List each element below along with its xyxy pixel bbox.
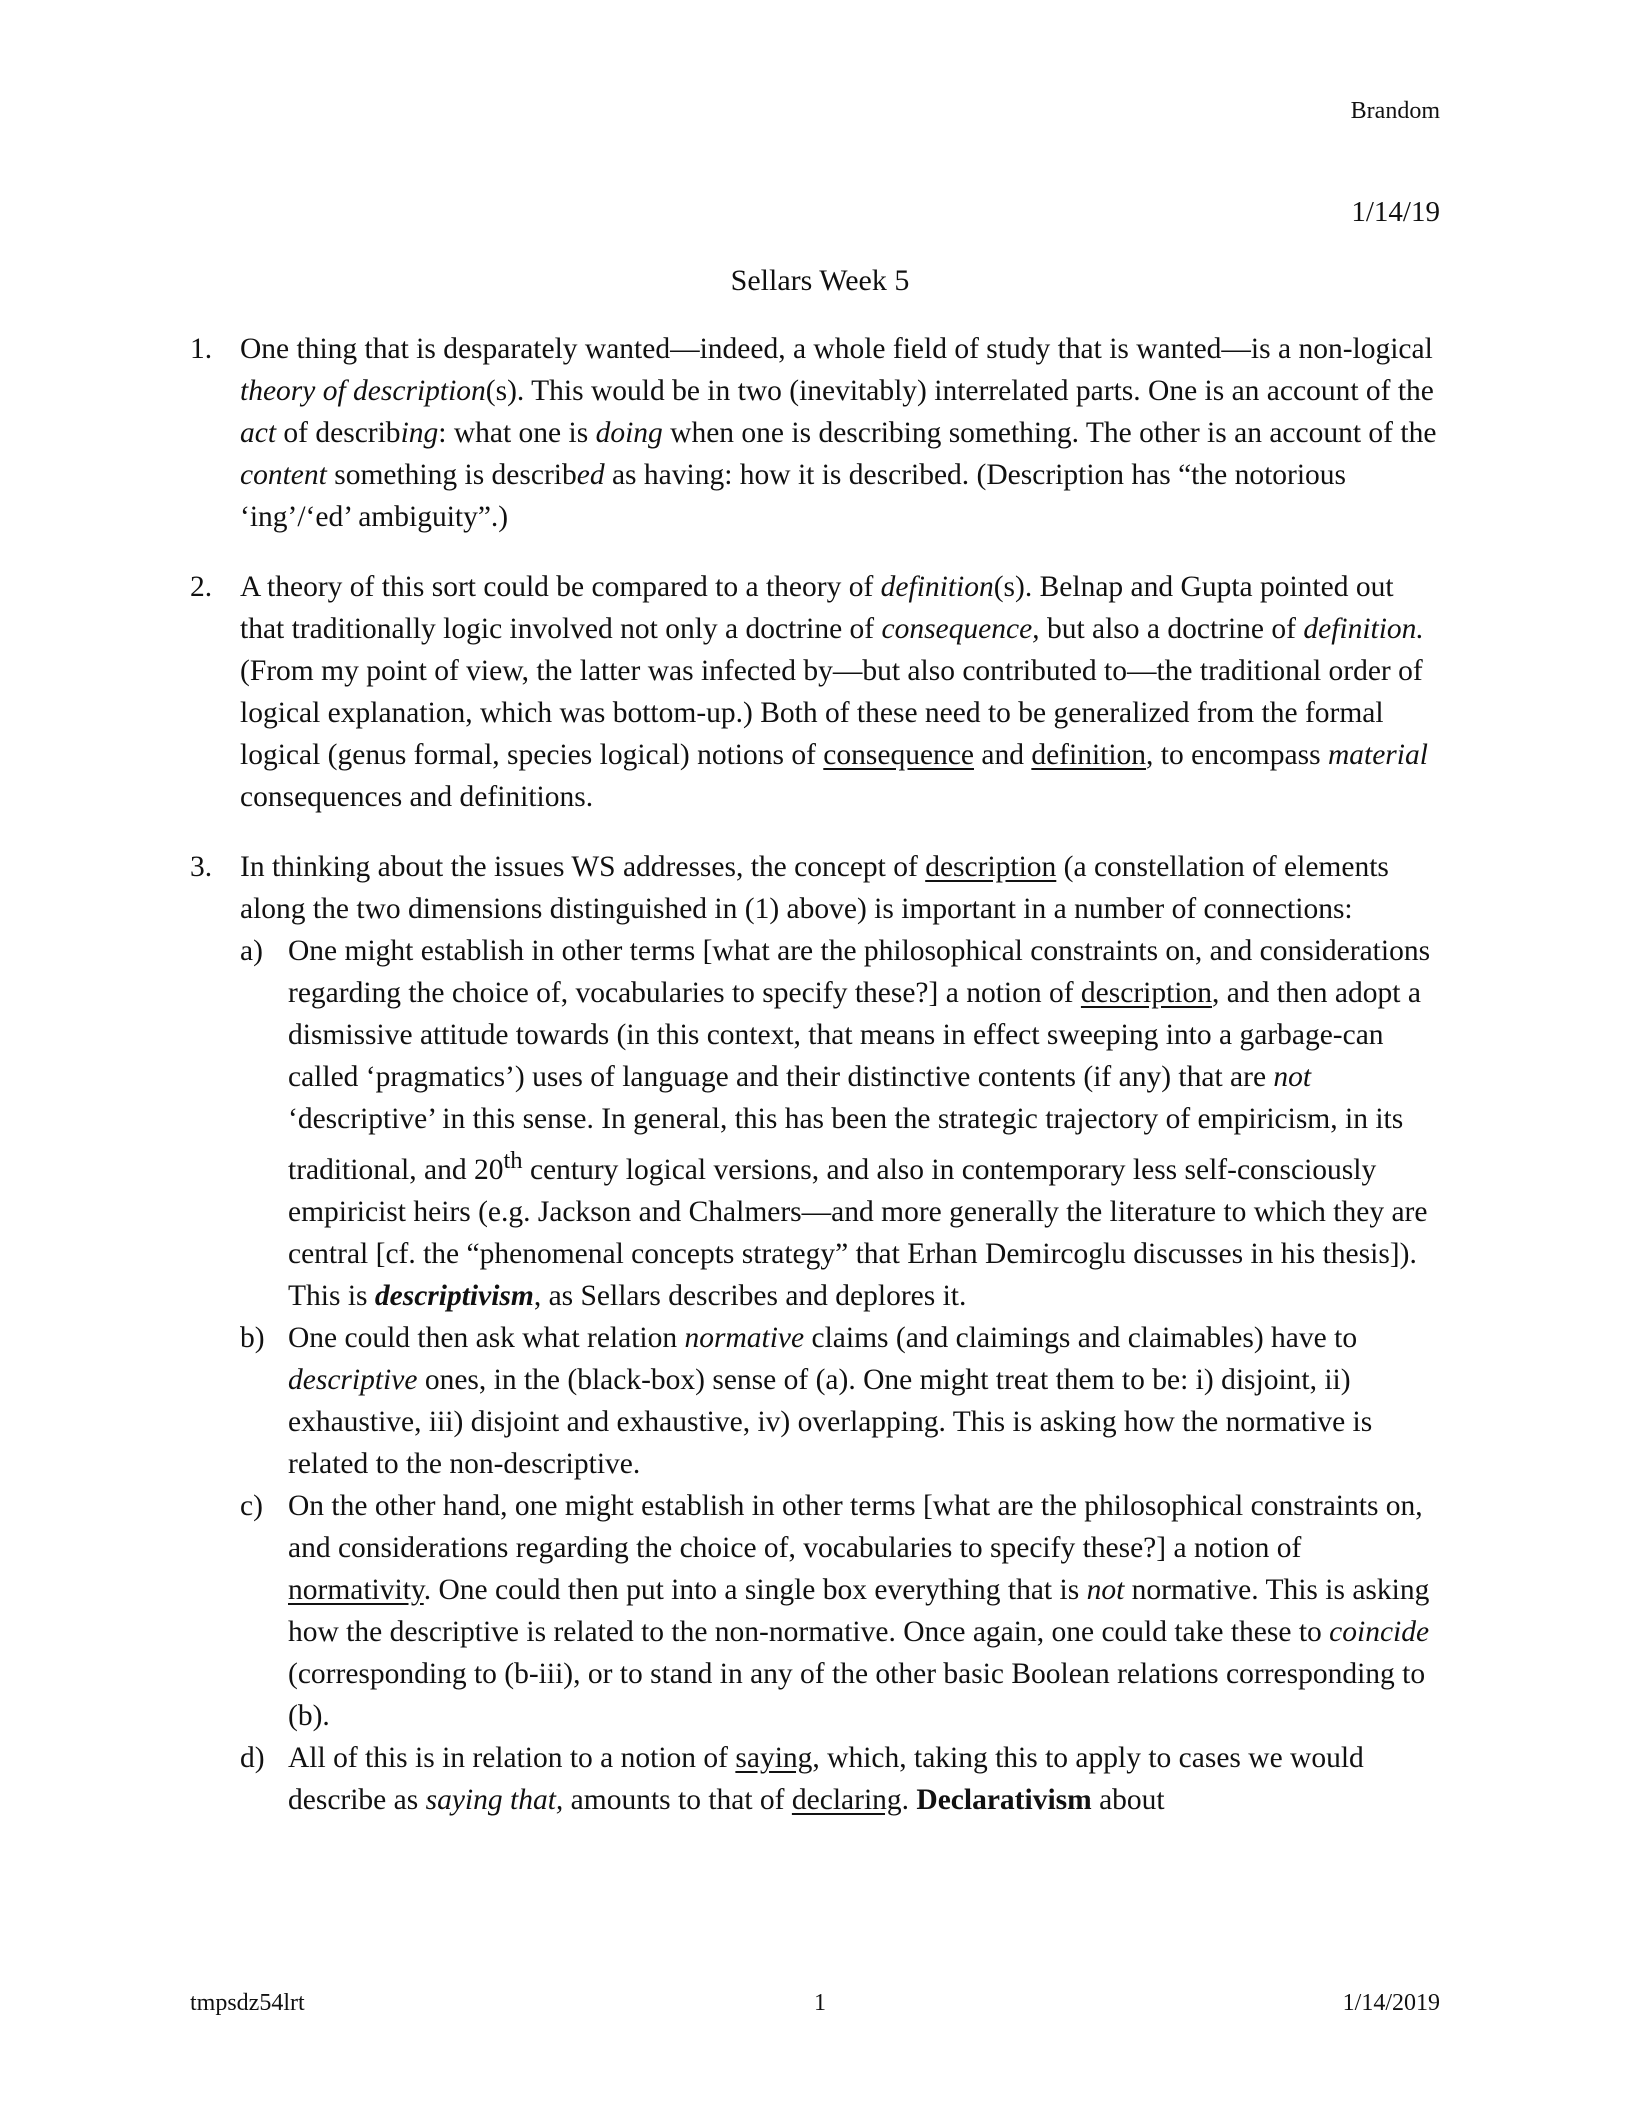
text-run: , to encompass [1146,739,1328,771]
text-run: amounts to that of [563,1783,792,1816]
text-run: ‘descriptive’ in this sense. In general, this has been the strategic trajectory of empiricism, in its traditional, and 20 [288,1103,1404,1186]
paragraph-number: 3. [190,851,213,883]
sub-item-letter: a) [240,935,263,967]
text-run: doing [595,417,663,449]
text-run: consequences and definitions. [240,781,594,813]
text-run: On the other hand, one might establish in other terms [what are the philosophical constraints on, and considerations regarding the choice of, vocabularies to specify these?] a notion of [288,1489,1423,1564]
text-run: consequence, [881,613,1040,645]
text-run: descriptivism [374,1279,534,1312]
text-run: (a constellation of elements along the two dimensions distinguished in (1) above) is important in a number of connections: [240,851,1389,925]
text-run: saying that, [425,1783,564,1816]
text-run: . One could then put into a single box everything that is [423,1573,1087,1606]
text-run: (s). This would be in two (inevitably) interrelated parts. One is an account of the [485,375,1434,407]
text-run: One might establish in other terms [what are the philosophical constraints on, and considerations regarding the choice of, vocabularies to specify these?] a notion of [288,935,1431,1009]
text-run: normative [684,1321,805,1354]
text-run: One could then ask what relation [288,1321,685,1354]
text-run: One thing that is desparately wanted—indeed, a whole field of study that is wanted—is a non-logical [240,333,1433,365]
paragraph-text [240,328,1440,538]
sub-item-letter: c) [240,1489,263,1522]
text-run: Declarativism [916,1783,1092,1816]
text-run: (corresponding to (b-iii), or to stand in any of the other basic Boolean relations corresponding to (b). [288,1657,1426,1732]
text-run: claims (and claimings and claimables) have to [804,1321,1358,1354]
paragraph-text [240,846,1440,930]
text-run: when one is describing something. The other is an account of the [662,417,1437,449]
paragraph-number: 1. [190,333,213,365]
text-run: normativity [288,1573,424,1606]
sub-item [240,1737,1440,1821]
footer-date: 1/14/2019 [1342,1990,1440,2016]
text-run: act [240,417,277,449]
text-run: , as Sellars describes and deplores it. [533,1279,967,1312]
sub-item [240,1317,1440,1485]
text-run: th [503,1147,523,1174]
text-run: , which, taking this to apply to cases we would describe as [288,1741,1364,1816]
sub-item-text [288,1317,1440,1485]
text-run: but also a doctrine of [1039,613,1304,645]
text-run: ing [400,417,439,449]
text-run: , and then adopt a dismissive attitude towards (in this context, that means in effect sweeping into a garbage-can called ‘pragmatics’) uses of language and their distinctive contents (if any) that are [288,977,1421,1093]
text-run: something is describ [326,459,577,491]
sub-item-text [288,930,1440,1317]
text-run: of describ [276,417,401,449]
text-run: definition [1031,739,1147,771]
numbered-paragraph [190,328,1440,538]
sub-item-text [288,1485,1440,1737]
text-run: consequence [823,739,974,771]
text-run: All of this is in relation to a notion of [288,1741,736,1774]
footer-page-number: 1 [814,1990,826,2016]
numbered-paragraph [190,846,1440,1821]
text-run: (From my point of view, the latter was infected by—but also contributed to—the traditional order of logical explanation, which was bottom-up.) Both of these need to be generalized from the formal logical (genus formal, species logical) notions of [240,655,1423,771]
sub-item-text [288,1737,1440,1821]
sub-item [240,1485,1440,1737]
text-run: about [1091,1783,1165,1816]
paragraph-text [240,566,1440,818]
text-run: century logical versions, and also in contemporary less self-consciously empiricist heirs (e.g. Jackson and Chalmers—and more generally the literature to which they are central [cf. the “phenomenal concepts strategy” that Erhan Demircoglu discusses in his thesis]). This is [288,1153,1428,1312]
text-run: ones, in the (black-box) sense of (a). One might treat them to be: i) disjoint, ii) exhaustive, iii) disjoint and exhaustive, iv) overlapping. This is asking how the normative is related to the non-descriptive. [288,1363,1373,1480]
text-run: material [1327,739,1428,771]
text-run: descriptive [288,1363,418,1396]
text-run: coincide [1329,1615,1430,1648]
sub-item [240,930,1440,1317]
text-run: declaring [791,1783,902,1816]
text-run: A theory of this sort could be compared to a theory of [240,571,881,603]
header-author: Brandom [1350,98,1440,124]
text-run: not [1273,1061,1312,1093]
text-run: : what one is [438,417,596,449]
text-run: content [240,459,327,491]
paragraph-number: 2. [190,571,213,603]
text-run: saying [735,1741,813,1774]
text-run: normative. This is asking how the descriptive is related to the non-normative. Once again, one could take these to [288,1573,1430,1648]
text-run: description [925,851,1057,883]
text-run: and [974,739,1032,771]
numbered-paragraph [190,566,1440,818]
text-run: ed [576,459,605,491]
sub-item-letter: d) [240,1741,265,1774]
document-body [190,328,1440,1849]
text-run: . [901,1783,917,1816]
sub-item-letter: b) [240,1321,265,1354]
footer-filename: tmpsdz54lrt [190,1990,305,2016]
text-run: description [1080,977,1213,1009]
text-run: definition. [1303,613,1424,645]
text-run: not [1086,1573,1125,1606]
text-run: definition [880,571,994,603]
text-run: In thinking about the issues WS addresses, the concept of [240,851,926,883]
page-title: Sellars Week 5 [730,264,910,297]
text-run: theory of description [240,375,486,407]
text-run: (s). Belnap and Gupta pointed out that traditionally logic involved not only a doctrine of [240,571,1394,645]
header-date: 1/14/19 [1351,196,1440,228]
text-run: as having: how it is described. (Description has “the notorious ‘ing’/‘ed’ ambiguity”.) [240,459,1347,533]
